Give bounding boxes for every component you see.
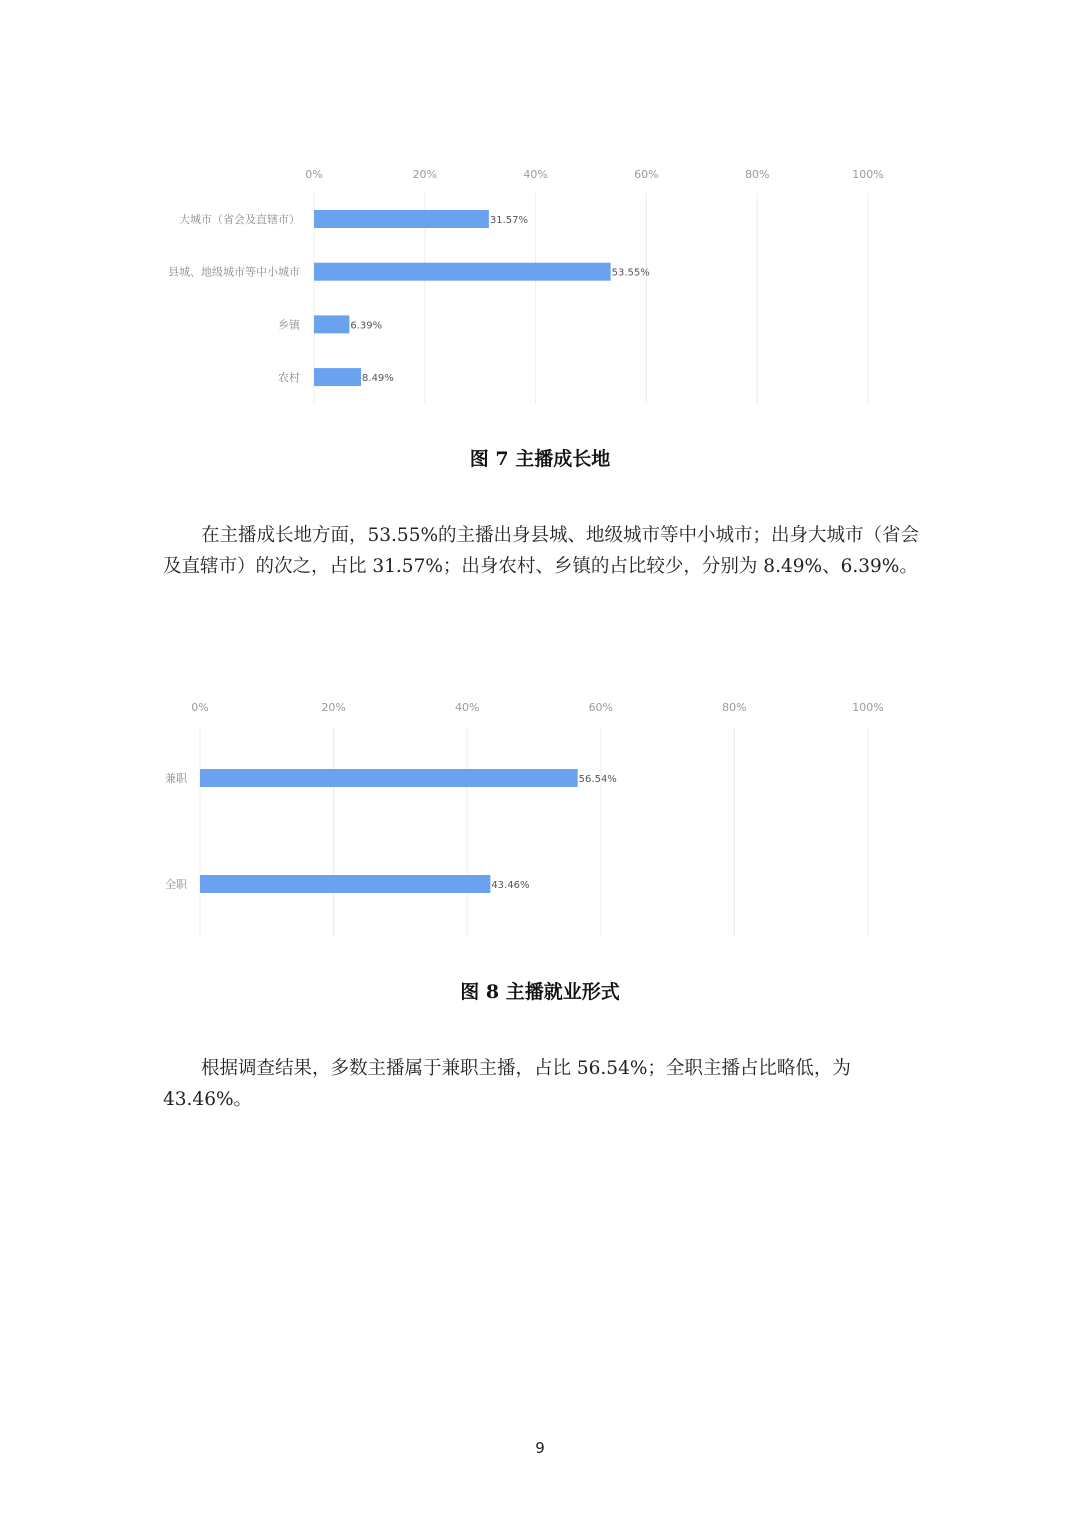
category-label: 全职 <box>165 878 187 891</box>
value-label: 43.46% <box>491 880 530 891</box>
x-tick-label: 20% <box>412 168 438 181</box>
paragraph-growth-place: 在主播成长地方面，53.55%的主播出身县城、地级城市等中小城市；出身大城市（省会及直辖市）的次之，占比 31.57%；出身农村、乡镇的占比较少，分别为 8.49%、6.39%。 <box>163 525 920 577</box>
value-label: 56.54% <box>578 774 617 785</box>
x-tick-label: 60% <box>634 168 659 181</box>
bar <box>200 769 578 787</box>
category-label: 县城、地级城市等中小城市 <box>168 265 300 279</box>
value-label: 6.39% <box>350 320 383 332</box>
category-label: 大城市（省会及直辖市） <box>179 213 300 226</box>
value-label: 53.55% <box>611 267 650 279</box>
x-tick-label: 0% <box>191 701 209 714</box>
bar <box>200 875 490 893</box>
figure-8-caption: 图 8 主播就业形式 <box>460 981 620 1003</box>
x-tick-label: 40% <box>523 168 548 181</box>
x-tick-label: 20% <box>321 701 346 714</box>
category-label: 兼职 <box>165 772 187 785</box>
value-label: 8.49% <box>362 373 394 385</box>
x-tick-label: 80% <box>722 701 747 714</box>
x-tick-label: 100% <box>852 168 884 181</box>
value-label: 31.57% <box>489 215 529 226</box>
figure-7-caption: 图 7 主播成长地 <box>469 448 611 470</box>
x-tick-label: 40% <box>454 701 480 714</box>
page-number: 9 <box>535 1439 545 1457</box>
category-label: 乡镇 <box>278 318 300 332</box>
x-tick-label: 80% <box>744 168 770 181</box>
category-label: 农村 <box>278 371 300 385</box>
x-tick-label: 0% <box>305 168 323 181</box>
x-tick-label: 60% <box>588 701 614 714</box>
paragraph-employment-form: 根据调查结果，多数主播属于兼职主播，占比 56.54%；全职主播占比略低，为 43.46%。 <box>163 1058 851 1110</box>
x-tick-label: 100% <box>852 701 884 714</box>
